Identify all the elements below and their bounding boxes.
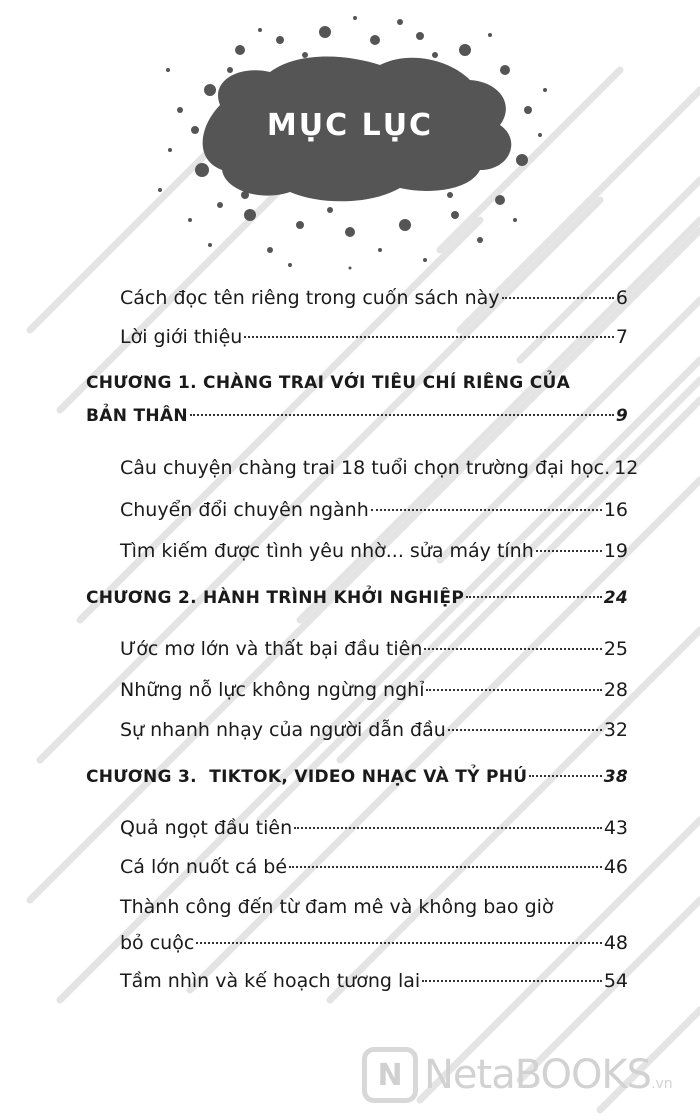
toc-entry-page: 32 <box>603 719 628 741</box>
toc-entry-label: Thành công đến từ đam mê và không bao giờ <box>120 896 554 918</box>
dot-leader <box>424 648 601 650</box>
toc-entry[interactable] <box>120 931 628 955</box>
toc-entry-label: Tìm kiếm được tình yêu nhờ... sửa máy tính <box>120 540 534 562</box>
toc-entry-label: Sự nhanh nhạy của người dẫn đầu <box>120 719 446 741</box>
toc-entry[interactable] <box>120 637 628 661</box>
dot-leader <box>529 775 601 777</box>
toc-entry[interactable] <box>120 539 628 563</box>
toc-entry-page: 46 <box>603 856 628 878</box>
dot-leader <box>502 297 614 299</box>
chapter-1-page: 9 <box>615 406 628 426</box>
dot-leader <box>448 729 602 731</box>
dot-leader <box>536 550 602 552</box>
toc-entry-label: Lời giới thiệu <box>120 326 243 348</box>
chapter-3-page: 38 <box>603 767 628 787</box>
chapter-2-page: 24 <box>603 588 628 608</box>
toc-entry[interactable] <box>120 816 628 840</box>
toc-entry[interactable] <box>120 286 628 310</box>
watermark-suffix: .vn <box>651 1076 673 1092</box>
toc-entry-label: Ước mơ lớn và thất bại đầu tiên <box>120 638 423 660</box>
toc-entry-label: Cách đọc tên riêng trong cuốn sách này <box>120 287 500 309</box>
toc-entry[interactable] <box>120 855 628 879</box>
dot-leader <box>371 509 602 511</box>
toc-entry-page: 25 <box>603 638 628 660</box>
netabooks-logo-icon: N <box>362 1047 418 1103</box>
toc-entry-page: 28 <box>603 679 628 701</box>
chapter-2-title: CHƯƠNG 2. HÀNH TRÌNH KHỞI NGHIỆP <box>86 588 465 608</box>
dot-leader <box>422 980 602 982</box>
toc-entry[interactable] <box>120 718 628 742</box>
page-title: MỤC LỤC <box>266 108 434 143</box>
toc-entry-page: 19 <box>603 540 628 562</box>
toc-entry-page: 43 <box>603 817 628 839</box>
chapter-1-title-continued: BẢN THÂN <box>86 406 188 426</box>
toc-entry-page: 16 <box>603 499 628 521</box>
dot-leader <box>244 336 614 338</box>
toc-entry-label: Tầm nhìn và kế hoạch tương lai <box>120 970 421 992</box>
toc-entry-label: Quả ngọt đầu tiên <box>120 817 293 839</box>
toc-entry-label-first-line[interactable] <box>120 895 628 919</box>
chapter-2-entry[interactable] <box>86 586 628 610</box>
toc-entry-page: 7 <box>615 326 628 348</box>
dot-leader <box>466 596 602 598</box>
toc-entry-page: 48 <box>603 932 628 954</box>
toc-entry-label: Chuyển đổi chuyên ngành <box>120 499 369 521</box>
toc-entry-label-continued: bỏ cuộc <box>120 932 195 954</box>
chapter-1-entry[interactable] <box>86 404 628 428</box>
toc-entry-page: 6 <box>615 287 628 309</box>
dot-leader <box>289 866 602 868</box>
chapter-3-title: CHƯƠNG 3. TIKTOK, VIDEO NHẠC VÀ TỶ PHÚ <box>86 767 528 787</box>
toc-entry[interactable] <box>120 969 628 993</box>
toc-entry-page: 54 <box>603 970 628 992</box>
dot-leader <box>196 942 602 944</box>
dot-leader <box>426 689 601 691</box>
chapter-1-title[interactable]: CHƯƠNG 1. CHÀNG TRAI VỚI TIÊU CHÍ RIÊNG CỦA <box>86 373 571 393</box>
toc-entry-page: 12 <box>614 457 639 479</box>
chapter-3-entry[interactable] <box>86 765 628 789</box>
toc-entry[interactable] <box>120 456 639 480</box>
dot-leader <box>190 414 614 416</box>
toc-entry-label: Cá lớn nuốt cá bé <box>120 856 288 878</box>
toc-entry[interactable] <box>120 325 628 349</box>
toc-entry[interactable] <box>120 678 628 702</box>
toc-entry[interactable] <box>120 498 628 522</box>
dot-leader <box>294 827 602 829</box>
watermark <box>362 1040 692 1110</box>
watermark-brand: NetaBOOKS <box>424 1052 652 1098</box>
toc-entry-label: Câu chuyện chàng trai 18 tuổi chọn trường đại học. <box>120 457 611 479</box>
toc-entry-label: Những nỗ lực không ngừng nghỉ <box>120 679 425 701</box>
